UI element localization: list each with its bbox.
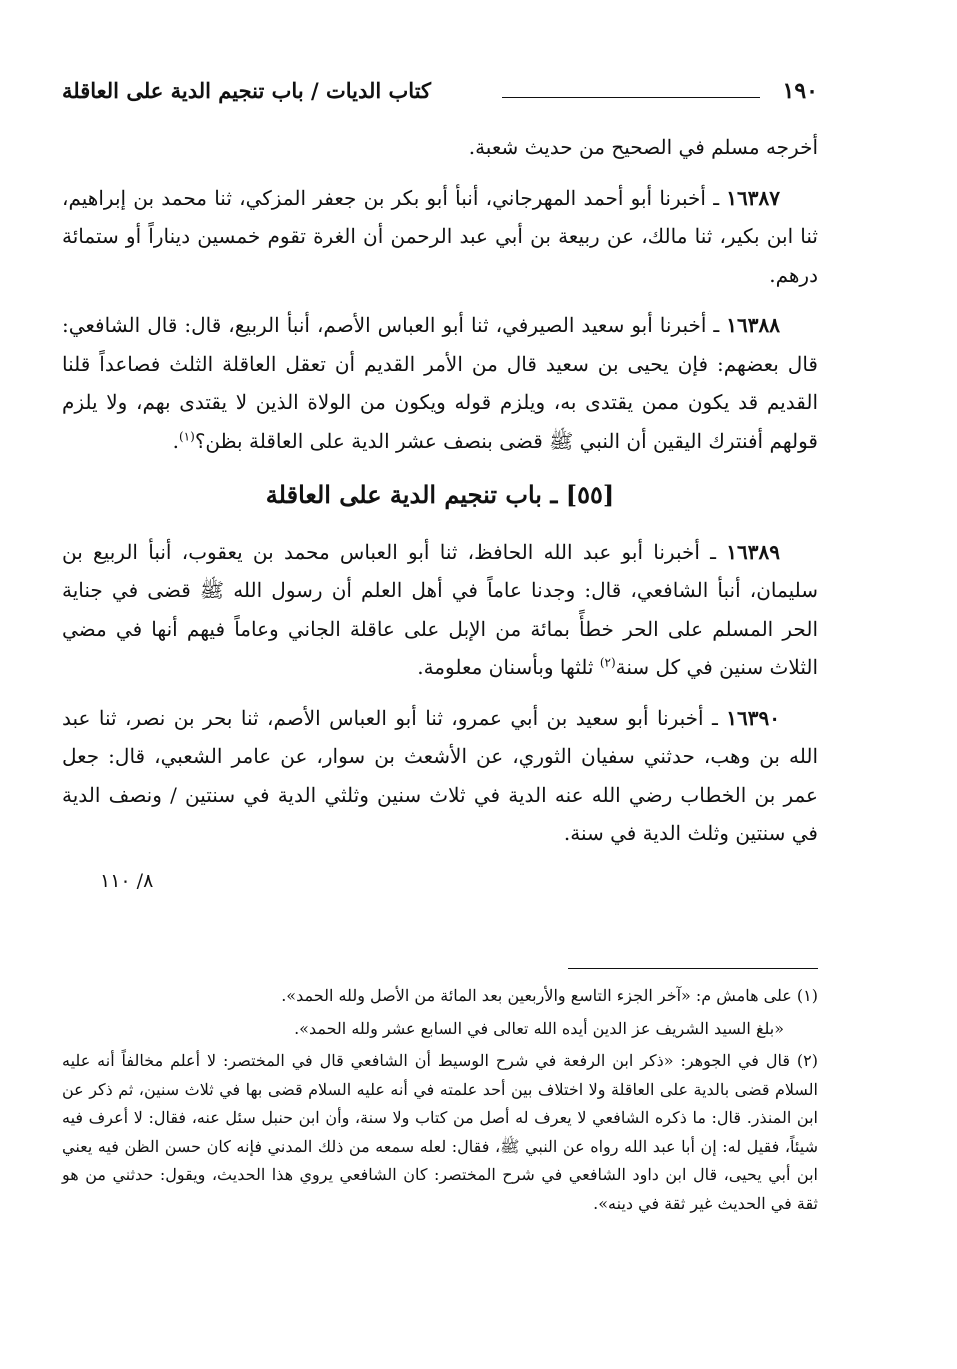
running-title: كتاب الديات / باب تنجيم الدية على العاقلة <box>62 78 432 103</box>
hadith-16388 <box>62 306 818 460</box>
page-number: ١٩٠ <box>782 78 818 104</box>
chapter-title: [٥٥] ـ باب تنجيم الدية على العاقلة <box>265 480 615 509</box>
hadith-16389 <box>62 533 818 687</box>
hadith-text: ـ أخبرنا أبو أحمد المهرجاني، أنبأ أبو بكر بن جعفر المزكي، ثنا محمد بن إبراهيم، ثنا ابن بكير، ثنا مالك، عن ربيعة بن أبي عبد الرحمن أن الغرة تقوم خمسين ديناراً أو ستمائة درهم. <box>62 185 818 287</box>
header-rule <box>502 97 760 98</box>
hadith-text-end: ثلثها وبأسنان معلومة. <box>417 655 600 679</box>
hadith-16387 <box>62 179 818 295</box>
footnotes <box>62 982 818 1222</box>
hadith-text: ـ أخبرنا أبو عبد الله الحافظ، ثنا أبو العباس محمد بن يعقوب، أنبأ الربيع بن سليمان، أنبأ الشافعي، قال: وجدنا عاماً في أهل العلم أن رسول الله ﷺ قضى في جناية الحر المسلم على الحر خطأً بمائة من الإبل على عاقلة الجاني وعاماً فيهم أنها في مضي الثلاث سنين في كل سنة <box>62 539 818 679</box>
running-header <box>62 78 818 114</box>
footnote-ref: (١) <box>178 428 195 443</box>
hadith-text: ـ أخبرنا أبو سعيد بن أبي عمرو، ثنا أبو العباس الأصم، ثنا بحر بن نصر، ثنا عبد الله بن وهب، حدثني سفيان الثوري، عن الأشعث بن سوار، عن عامر الشعبي، قال: جعل عمر بن الخطاب رضي الله عنه الدية في ثلاث سنين وثلثي الدية في سنتين / ونصف الدية في سنتين وثلث الدية في سنة. <box>62 705 818 845</box>
hadith-number: ١٦٣٨٧ <box>726 185 780 210</box>
paragraph-intro: أخرجه مسلم في الصحيح من حديث شعبة. <box>468 135 818 159</box>
margin-reference: ٨/ ١١٠ <box>100 870 154 892</box>
footnote-1-continuation: «بلغ السيد الشريف عز الدين أيده الله تعالى في السابع عشر ولله الحمد». <box>294 1018 784 1038</box>
footnote-rule <box>568 968 818 969</box>
footnote-2: (٢) قال في الجوهر: «ذكر ابن الرفعة في شرح الوسيط أن الشافعي قال في المختصر: لا أعلم مخالفاً أنه عليه السلام قضى بالدية على العاقلة ولا اختلاف بين أحد علمته في أنه عليه السلام قضى بها في ثلاث سنين، ثم ذكر عن ابن المنذر. قال: ما ذكره الشافعي لا يعرف له أصل من كتاب ولا سنة، وأن ابن حنبل سئل عنه، فقال: لا أعرف فيه شيئاً، فقيل له: إن أبا عبد الله رواه عن النبي ﷺ، فقال: لعله سمعه من ذلك المدني فإنه كان حسن الظن فيه يعني ابن أبي يحيى، قال ابن داود الشافعي في شرح المختصر: كان الشافعي يروي هذا الحديث، ويقول: حدثني من هو ثقة في الحديث غير ثقة في دينه». <box>62 1051 819 1213</box>
hadith-end: . <box>172 428 179 453</box>
main-text <box>62 128 818 865</box>
hadith-number: ١٦٣٩٠ <box>726 705 780 730</box>
hadith-16390 <box>62 699 818 853</box>
hadith-number: ١٦٣٨٩ <box>726 539 780 564</box>
hadith-text: ـ أخبرنا أبو سعيد الصيرفي، ثنا أبو العباس الأصم، أنبأ الربيع، قال: قال الشافعي: قال بعضهم: فإن يحيى بن سعيد قال من الأمر القديم أن تعقل العاقلة الثلث فصاعداً قلنا القديم قد يكون ممن يقتدى به، ويلزم قوله ويكون من الولاة الذين لا يقتدى بهم، ولا يلزم قولهم أفنترك اليقين أن النبي ﷺ قضى بنصف عشر الدية على العاقلة بظن؟ <box>62 313 818 453</box>
hadith-number: ١٦٣٨٨ <box>726 313 780 337</box>
footnote-1: (١) على هامش م: «آخر الجزء التاسع والأربعين بعد المائة من الأصل ولله الحمد». <box>281 986 818 1005</box>
footnote-ref: (٢) <box>599 655 616 670</box>
